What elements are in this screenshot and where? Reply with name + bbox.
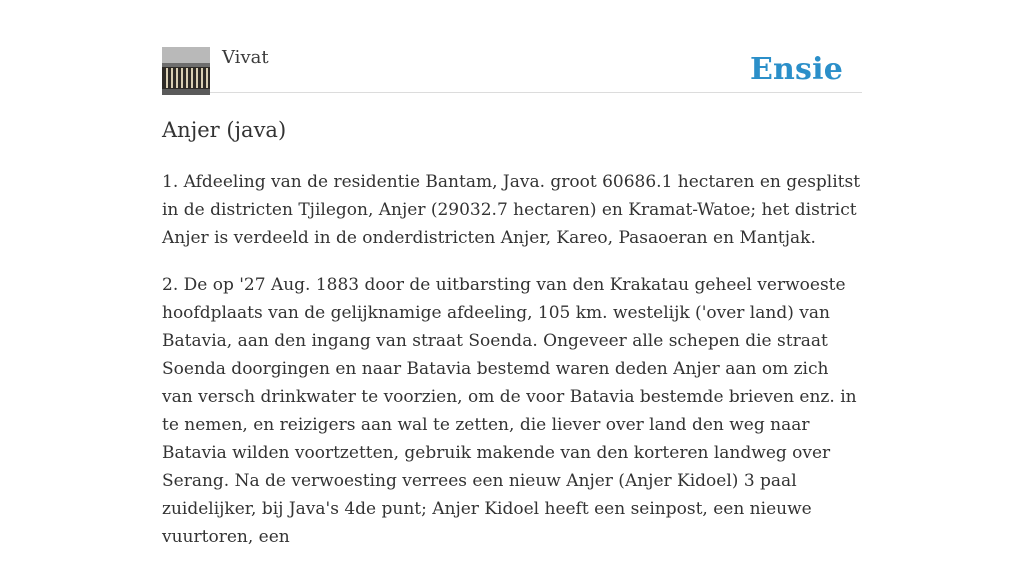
library-building-icon [162, 47, 210, 95]
definition-paragraph-2: 2. De op '27 Aug. 1883 door de uitbarsting van den Krakatau geheel verwoeste hoofdplaats van de gelijknamige afdeeling, 105 km. westelijk ('over land) van Batavia, aan den ingang van straat Soenda. Ongeveer alle schepen die straat Soenda doorgingen en naar Batavia bestemd waren deden Anjer aan om zich van versch drinkwater te voorzien, om de voor Batavia bestemde brieven enz. in te nemen, en reizigers aan wal te zetten, die liever over land den weg naar Batavia wilden voortzetten, gebruik makende van den korteren landweg over Serang. Na de verwoesting verrees een nieuw Anjer (Anjer Kidoel) 3 paal zuidelijker, bij Java's 4de punt; Anjer Kidoel heeft een seinpost, een nieuwe vuurtoren, een [162, 275, 857, 547]
avatar[interactable] [162, 47, 210, 95]
site-logo[interactable]: Ensie [749, 52, 843, 87]
definition-paragraph-1: 1. Afdeeling van de residentie Bantam, Java. groot 60686.1 hectaren en gesplitst in de districten Tjilegon, Anjer (29032.7 hectaren) en Kramat-Watoe; het district Anjer is verdeeld in de onderdistricten Anjer, Kareo, Pasaoeran en Mantjak. [162, 172, 861, 248]
username[interactable]: Vivat [222, 47, 269, 68]
article-body [162, 168, 862, 570]
header [162, 46, 862, 93]
page-title: Anjer (java) [162, 118, 287, 142]
